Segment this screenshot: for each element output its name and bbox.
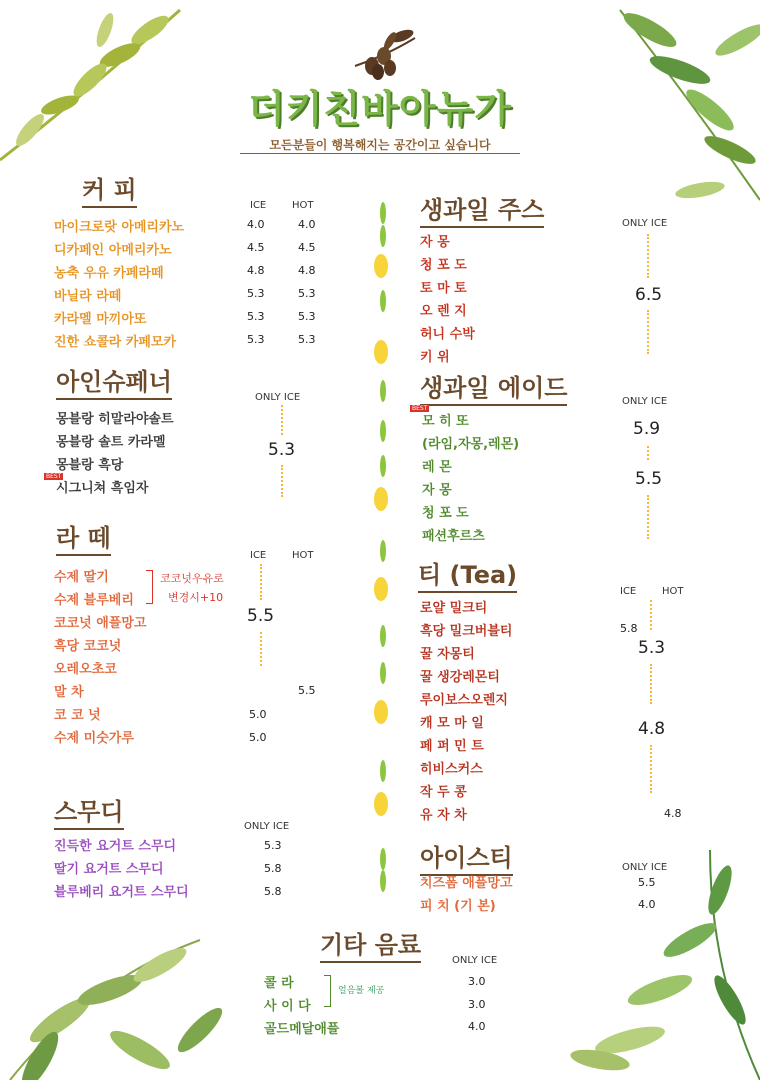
coffee-item: 카라멜 마끼아또	[54, 312, 147, 327]
coffee-price-ice: 4.8	[247, 264, 265, 277]
coffee-branch-logo-icon	[350, 26, 420, 81]
leaf-decoration-bottom-left	[0, 920, 260, 1080]
coffee-price-hot: 4.5	[298, 241, 316, 254]
coffee-price-hot: 5.3	[298, 287, 316, 300]
coffee-col-ice: ICE	[250, 200, 267, 211]
einspanner-item: 몽블랑 흑당	[56, 458, 124, 473]
section-title-juice: 생과일 주스	[420, 190, 544, 228]
coconut-milk-note: 코코넛우유로	[160, 572, 224, 585]
smoothie-item: 딸기 요거트 스무디	[54, 862, 164, 877]
latte-col-ice: ICE	[250, 550, 267, 561]
tea-item: 로얄 밀크티	[420, 601, 488, 616]
coffee-price-ice: 5.3	[247, 310, 265, 323]
latte-item: 코 코 넛	[54, 708, 101, 723]
smoothie-item: 진득한 요거트 스무디	[54, 839, 177, 854]
latte-misu-ice: 5.0	[249, 731, 267, 744]
price-dots	[647, 446, 649, 460]
tea-item: 루이보스오렌지	[420, 693, 508, 708]
others-item: 콜 라	[264, 976, 294, 991]
tea-price-ice-first: 5.8	[620, 622, 638, 635]
tea-item: 페 퍼 민 트	[420, 739, 484, 754]
icetea-price: 5.5	[638, 876, 656, 889]
ade-item: (라임,자몽,레몬)	[422, 437, 520, 452]
tea-item: 꿀 생강레몬티	[420, 670, 500, 685]
others-price: 3.0	[468, 975, 486, 988]
latte-item: 오레오초코	[54, 662, 117, 677]
others-price: 4.0	[468, 1020, 486, 1033]
icetea-price: 4.0	[638, 898, 656, 911]
section-title-smoothie: 스무디	[54, 792, 124, 830]
tea-item: 흑당 밀크버블티	[420, 624, 513, 639]
tea-item: 히비스커스	[420, 762, 483, 777]
price-dots	[260, 564, 262, 600]
einspanner-col-header: ONLY ICE	[255, 392, 301, 403]
latte-item: 말 차	[54, 685, 84, 700]
leaf-decoration-top-right	[590, 0, 760, 210]
ade-item: 청 포 도	[422, 506, 469, 521]
leaf-decoration-bottom-right	[560, 850, 760, 1080]
icetea-item: 피 치 (기 본)	[420, 899, 496, 914]
price-dots	[647, 310, 649, 354]
section-title-einspanner: 아인슈페너	[56, 362, 172, 400]
ice-note: 얼음볼 제공	[338, 986, 385, 996]
juice-item: 청 포 도	[420, 258, 467, 273]
tea-col-ice: ICE	[620, 586, 637, 597]
section-title-latte: 라 떼	[56, 518, 111, 556]
latte-item: 코코넛 애플망고	[54, 616, 147, 631]
price-dots	[281, 405, 283, 435]
coffee-price-hot: 4.8	[298, 264, 316, 277]
best-badge: BEST	[412, 405, 428, 412]
tagline: 모든분들이 행복해지는 공간이고 싶습니다	[240, 136, 520, 154]
coffee-item: 농축 우유 카페라떼	[54, 266, 164, 281]
coffee-item: 바닐라 라떼	[54, 289, 122, 304]
smoothie-price: 5.8	[264, 885, 282, 898]
tea-item: 캐 모 마 일	[420, 716, 484, 731]
icetea-item: 치즈폼 애플망고	[420, 876, 513, 891]
ade-price-mojito: 5.9	[633, 419, 661, 439]
others-price: 3.0	[468, 998, 486, 1011]
einspanner-item: 시그니쳐 흑임자	[56, 481, 149, 496]
latte-shared-price: 5.5	[247, 606, 275, 626]
coffee-price-ice: 4.5	[247, 241, 265, 254]
best-badge: BEST	[46, 473, 62, 480]
einspanner-price: 5.3	[268, 440, 296, 460]
coffee-item: 마이크로랏 아메리카노	[54, 220, 185, 235]
ade-item: 레 몬	[422, 460, 452, 475]
ade-item: 자 몽	[422, 483, 452, 498]
cafe-name-title: 더키친바아뉴가	[248, 87, 512, 131]
juice-item: 자 몽	[420, 235, 450, 250]
coffee-price-hot: 5.3	[298, 310, 316, 323]
bracket	[324, 975, 331, 1007]
coffee-price-hot: 5.3	[298, 333, 316, 346]
others-item: 골드메달애플	[264, 1022, 340, 1037]
section-title-ade: 생과일 에이드	[420, 368, 567, 406]
coconut-milk-note: 변경시+10	[168, 591, 224, 604]
smoothie-item: 블루베리 요거트 스무디	[54, 885, 189, 900]
ade-price-rest: 5.5	[635, 469, 663, 489]
price-dots	[260, 632, 262, 666]
price-dots	[650, 745, 652, 793]
juice-item: 오 렌 지	[420, 304, 467, 319]
section-title-tea: 티 (Tea)	[418, 555, 517, 593]
section-title-coffee: 커 피	[82, 170, 137, 208]
price-dots	[650, 664, 652, 704]
tea-item: 꿀 자몽티	[420, 647, 475, 662]
price-dots	[647, 495, 649, 539]
ade-col-header: ONLY ICE	[622, 396, 668, 407]
coffee-price-ice: 5.3	[247, 287, 265, 300]
ade-item: 패션후르츠	[422, 529, 485, 544]
coffee-item: 진한 쇼콜라 카페모카	[54, 335, 177, 350]
einspanner-item: 몽블랑 히말라야솔트	[56, 412, 174, 427]
smoothie-col-header: ONLY ICE	[244, 821, 290, 832]
smoothie-price: 5.3	[264, 839, 282, 852]
latte-coconut-ice: 5.0	[249, 708, 267, 721]
latte-item: 수제 미숫가루	[54, 731, 134, 746]
juice-item: 허니 수박	[420, 327, 475, 342]
einspanner-item: 몽블랑 솔트 카라멜	[56, 435, 166, 450]
tea-item: 작 두 콩	[420, 785, 467, 800]
coffee-item: 디카페인 아메리카노	[54, 243, 172, 258]
juice-col-header: ONLY ICE	[622, 218, 668, 229]
latte-item: 수제 딸기	[54, 570, 109, 585]
price-dots	[281, 465, 283, 497]
tea-item: 유 자 차	[420, 808, 467, 823]
coffee-price-hot: 4.0	[298, 218, 316, 231]
latte-item: 흑당 코코넛	[54, 639, 122, 654]
coffee-col-hot: HOT	[292, 200, 314, 211]
latte-col-hot: HOT	[292, 550, 314, 561]
price-dots	[647, 234, 649, 278]
tea-col-hot: HOT	[662, 586, 684, 597]
tea-price-yuja: 4.8	[664, 807, 682, 820]
juice-item: 토 마 토	[420, 281, 467, 296]
tea-price-group2: 4.8	[638, 719, 666, 739]
coffee-price-ice: 5.3	[247, 333, 265, 346]
juice-price: 6.5	[635, 285, 663, 305]
price-dots	[650, 600, 652, 630]
others-item: 사 이 다	[264, 999, 311, 1014]
section-title-icetea: 아이스티	[420, 838, 513, 876]
section-title-others: 기타 음료	[320, 925, 421, 963]
smoothie-price: 5.8	[264, 862, 282, 875]
tea-price-group1: 5.3	[638, 638, 666, 658]
icetea-col-header: ONLY ICE	[622, 862, 668, 873]
bracket	[146, 570, 153, 604]
ade-item: 모 히 또	[422, 414, 469, 429]
juice-item: 키 위	[420, 350, 450, 365]
latte-item: 수제 블루베리	[54, 593, 134, 608]
latte-matcha-hot: 5.5	[298, 684, 316, 697]
coffee-price-ice: 4.0	[247, 218, 265, 231]
others-col-header: ONLY ICE	[452, 955, 498, 966]
leaf-decoration-top-left	[0, 0, 200, 180]
